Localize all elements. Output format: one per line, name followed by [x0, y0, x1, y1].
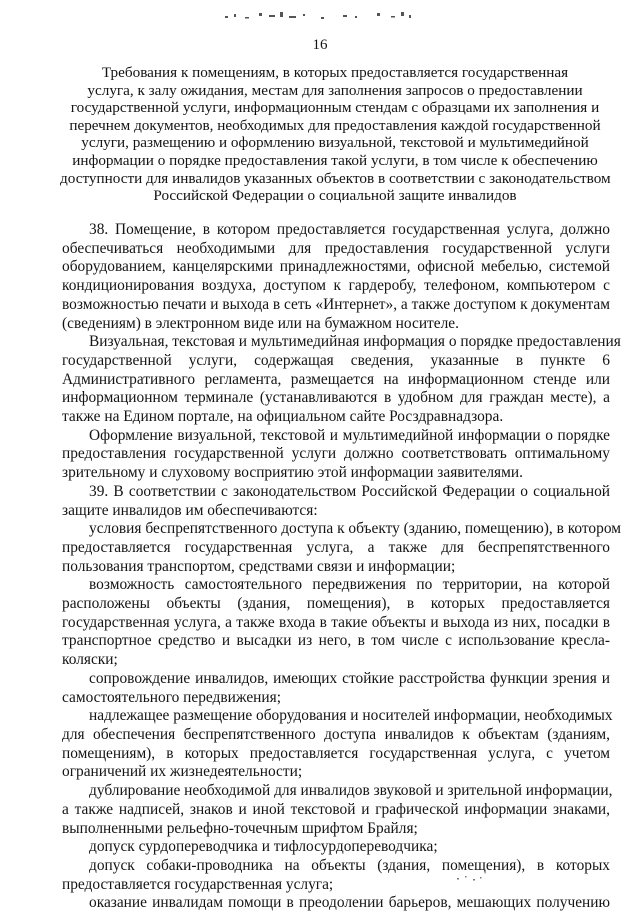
body-text: [62, 221, 621, 913]
text-line: предоставления государственной услуги должно соответствовать оптимальному: [62, 445, 610, 463]
section-title: [60, 64, 610, 205]
text-line: оборудованием, канцелярскими принадлежностями, офисной мебелью, системой: [62, 258, 610, 276]
text-line: дублирование необходимой для инвалидов звуковой и зрительной информации,: [89, 782, 613, 800]
list-item-assistance: [62, 894, 610, 913]
text-line: предоставляется государственная услуга, а также для беспрепятственного: [62, 538, 610, 556]
list-item-access-conditions: [62, 520, 621, 576]
text-line: пользования транспортом, средствами связи и информации;: [62, 557, 456, 575]
list-item-movement: [62, 576, 610, 670]
text-line: возможностью печати и выхода в сеть «Интернет», а также доступом к документам: [62, 295, 610, 313]
text-line: также на Едином портале, на официальном сайте Росздравнадзора.: [62, 408, 504, 426]
text-line: для обеспечения беспрепятственного доступа инвалидов к объектам (зданиям,: [62, 725, 610, 743]
list-item-guide-dog: [62, 857, 610, 894]
title-line: услуги, размещению и оформлению визуальной, текстовой и мультимедийной: [81, 134, 589, 152]
text-line: сопровождение инвалидов, имеющих стойкие расстройства функции зрения и: [89, 669, 610, 687]
title-line: доступности для инвалидов указанных объектов в соответствии с законодательством: [60, 169, 611, 187]
title-line: Требования к помещениям, в которых предоставляется государственная: [101, 64, 569, 81]
text-line: выполненными рельефно-точечным шрифтом Брайля;: [62, 819, 418, 837]
text-line: помещениям), в которых предоставляется государственная услуга, с учетом: [62, 744, 610, 762]
text-line: (сведениям) в электронном виде или на бумажном носителе.: [62, 314, 459, 332]
text-line: допуск сурдопереводчика и тифлосурдопереводчика;: [89, 838, 438, 856]
page-number: 16: [312, 37, 328, 53]
text-line: предоставляется государственная услуга;: [62, 875, 334, 893]
title-line: информации о порядке предоставления такой услуги, в том числе к обеспечению: [72, 151, 598, 169]
paragraph-39: [62, 483, 610, 520]
text-line: 38. Помещение, в котором предоставляется государственная услуга, должно: [89, 221, 610, 238]
list-item-interpreter: [62, 838, 610, 857]
text-line: коляски;: [62, 651, 118, 669]
text-line: зрительному и слуховому восприятию этой информации заявителями.: [62, 464, 523, 482]
text-line: оказание инвалидам помощи в преодолении барьеров, мешающих получению: [89, 894, 610, 912]
text-line: защите инвалидов им обеспечиваются:: [62, 501, 318, 519]
text-line: транспортное средство и высадки из него, в том числе с использование кресла-: [62, 632, 610, 650]
list-item-escort: [62, 670, 610, 707]
title-line: Российской Федерации о социальной защите инвалидов: [153, 187, 517, 205]
text-line: обеспечиваться необходимыми для предоставления государственной услуги: [62, 239, 610, 257]
title-line: государственной услуги, информационным стендам с образцами их заполнения и: [70, 99, 600, 117]
paragraph-design: [62, 427, 610, 483]
text-line: надлежащее размещение оборудования и носителей информации, необходимых: [89, 707, 613, 725]
text-line: допуск собаки-проводника на объекты (здания, помещения), в которых: [89, 856, 610, 874]
text-line: самостоятельного передвижения;: [62, 688, 281, 706]
paragraph-38: [62, 221, 610, 333]
scan-artifact: [455, 873, 485, 883]
text-line: ограничений их жизнедеятельности;: [62, 763, 303, 781]
text-line: государственной услуги, содержащая сведения, указанные в пункте 6: [62, 351, 610, 369]
text-line: 39. В соответствии с законодательством Российской Федерации о социальной: [89, 482, 610, 500]
list-item-duplication: [62, 782, 613, 838]
text-line: а также надписей, знаков и иной текстовой и графической информации знаками,: [62, 800, 610, 818]
text-line: информационном терминале (устанавливаются в удобном для граждан месте), а: [62, 389, 610, 407]
scan-artifact: [225, 10, 415, 24]
text-line: возможность самостоятельного передвижения по территории, на которой: [89, 576, 610, 594]
text-line: кондиционирования воздуха, доступом к гардеробу, телефоном, компьютером с: [62, 277, 610, 295]
paragraph-visual-info: [62, 333, 621, 427]
text-line: Административного регламента, размещается на информационном стенде или: [62, 370, 610, 388]
text-line: расположены объекты (здания, помещения), в которых предоставляется: [62, 595, 610, 613]
text-line: Визуальная, текстовая и мультимедийная информация о порядке предоставления: [89, 333, 621, 351]
list-item-equipment: [62, 707, 613, 782]
title-line: услуга, к залу ожидания, местам для заполнения запросов о предоставлении: [87, 81, 583, 99]
title-line: перечнем документов, необходимых для предоставления каждой государственной: [69, 116, 601, 134]
text-line: государственная услуга, а также входа в такие объекты и выхода из них, посадки в: [62, 613, 610, 631]
text-line: условия беспрепятственного доступа к объекту (зданию, помещению), в котором: [89, 520, 621, 538]
text-line: Оформление визуальной, текстовой и мультимедийной информации о порядке: [89, 426, 610, 444]
